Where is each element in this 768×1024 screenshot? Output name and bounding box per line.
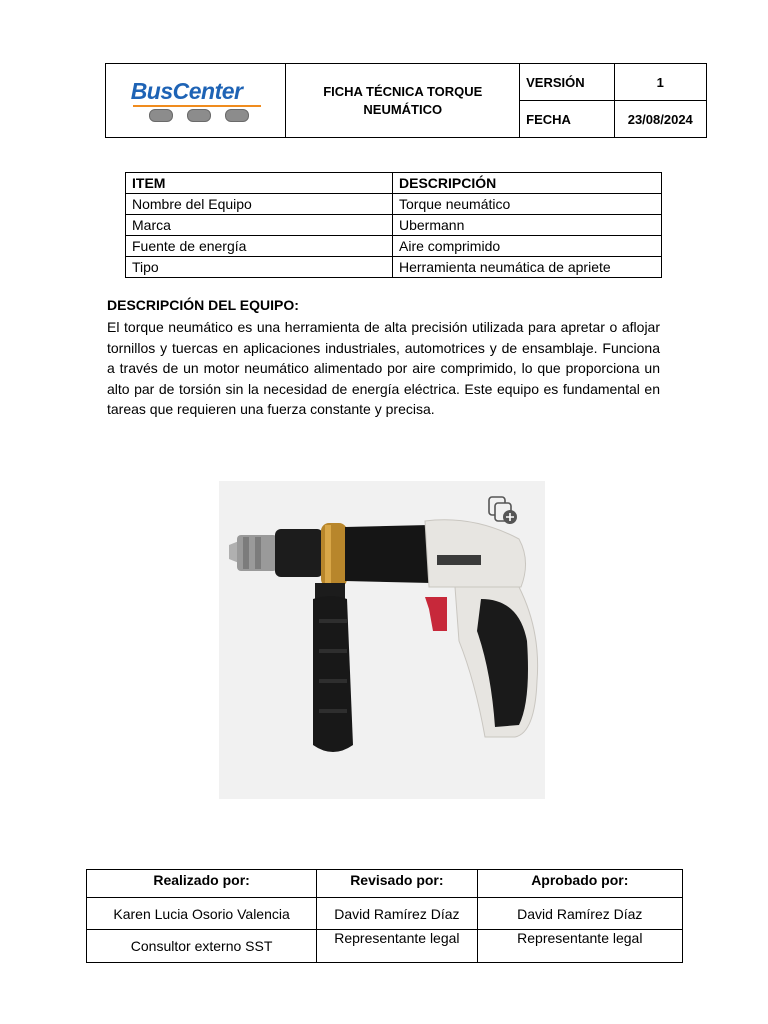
item-cell: Marca: [126, 215, 393, 236]
reviewed-by-header: Revisado por:: [317, 870, 477, 898]
equipment-photo: [219, 481, 545, 799]
description-cell: Aire comprimido: [393, 236, 662, 257]
signature-header-row: [87, 870, 683, 898]
item-cell: Fuente de energía: [126, 236, 393, 257]
description-title: DESCRIPCIÓN DEL EQUIPO:: [107, 297, 299, 313]
table-row: [126, 194, 662, 215]
description-cell: Herramienta neumática de apriete: [393, 257, 662, 278]
logo-wheel-icons: [149, 109, 249, 122]
items-header-item: ITEM: [126, 173, 393, 194]
document-title: FICHA TÉCNICA TORQUE NEUMÁTICO: [286, 64, 520, 138]
approved-by-role: Representante legal: [477, 930, 682, 963]
date-label: FECHA: [520, 101, 614, 138]
buscenter-logo: BusCenter: [121, 76, 271, 126]
made-by-role: Consultor externo SST: [87, 930, 317, 963]
table-row: [126, 257, 662, 278]
item-cell: Tipo: [126, 257, 393, 278]
made-by-name: Karen Lucia Osorio Valencia: [87, 898, 317, 930]
description-cell: Ubermann: [393, 215, 662, 236]
table-row: [126, 236, 662, 257]
signature-table: [86, 869, 683, 963]
made-by-header: Realizado por:: [87, 870, 317, 898]
table-row: [126, 215, 662, 236]
version-value: 1: [614, 64, 706, 101]
item-cell: Nombre del Equipo: [126, 194, 393, 215]
reviewed-by-name: David Ramírez Díaz: [317, 898, 477, 930]
description-cell: Torque neumático: [393, 194, 662, 215]
logo-cell: [106, 64, 286, 138]
approved-by-name: David Ramírez Díaz: [477, 898, 682, 930]
items-header-row: [126, 173, 662, 194]
header-table: [105, 63, 707, 138]
reviewed-by-role: Representante legal: [317, 930, 477, 963]
version-label: VERSIÓN: [520, 64, 614, 101]
signature-names-row: [87, 898, 683, 930]
description-text: El torque neumático es una herramienta de alta precisión utilizada para apretar o aflojar tornillos y tuercas en aplicaciones industriales, automotrices y de ensamblaje. Funciona a través de un motor neumático alimentado por aire comprimido, lo que proporciona un alto par de torsión sin la necesidad de energía eléctrica. Este equipo es fundamental en tareas que requieren una fuerza constante y precisa.: [107, 319, 660, 417]
date-value: 23/08/2024: [614, 101, 706, 138]
approved-by-header: Aprobado por:: [477, 870, 682, 898]
items-table: [125, 172, 662, 278]
items-header-description: DESCRIPCIÓN: [393, 173, 662, 194]
signature-roles-row: [87, 930, 683, 963]
